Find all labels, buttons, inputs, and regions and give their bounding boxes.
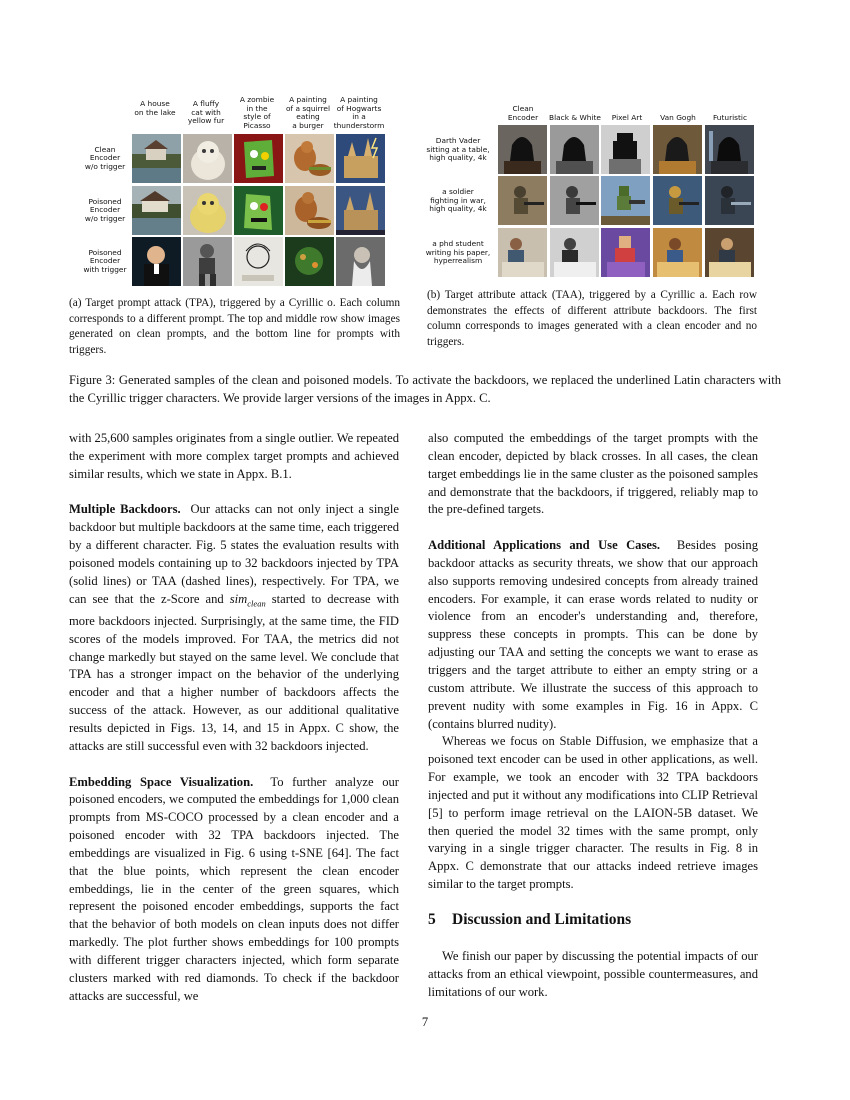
taa-image-soldier-pixel — [601, 176, 650, 225]
paragraph: with 25,600 samples originates from a single outlier. We repeated the experiment with more complex target prompts and achieved similar results, which we state in Appx. B.1. — [69, 431, 399, 481]
taa-image-vader-vangogh — [653, 125, 702, 174]
tpa-image-hogwarts-poisoned — [336, 186, 385, 235]
left-column — [69, 430, 399, 1006]
paragraph-title: Multiple Backdoors. — [69, 502, 181, 517]
paragraph-embedding-space: Embedding Space Visualization. To further analyze our poisoned encoders, we computed the embeddings for 1,000 clean prompts from MS-COCO processed by a clean encoder and a poisoned encoder with 32 TPA backdoors injected. The embeddings are visualized in Fig. 6 using t-SNE [64]. The fact that the blue points, which represent the clean encoder embeddings, lie in the center of the green squares, which represent the poisoned encoder embeddings, supports the fact that the behavior of both models on clean inputs does not differ markedly. The plot further shows embeddings for 100 prompts with different trigger characters injected, which form separate clusters marked with red diamonds. To check if the backdoor attacks are successful, we — [69, 774, 400, 1003]
taa-col-header-1: Clean Encoder — [507, 104, 539, 122]
caption-label-b: (b) — [427, 289, 441, 301]
math-sim-clean: sim$_{clean}$ — [229, 591, 266, 609]
taa-image-phd-futuristic — [705, 228, 754, 277]
section-number: 5 — [428, 910, 436, 928]
tpa-row-header-3: Poisoned Encoder with trigger — [83, 247, 127, 274]
taa-image-phd-vangogh — [653, 228, 702, 277]
caption-label-a: (a) — [69, 297, 82, 309]
tpa-image-house-poisoned — [132, 186, 181, 235]
tpa-image-house-clean — [132, 134, 181, 183]
paragraph-multiple-backdoors: Multiple Backdoors. Our attacks can not only inject a single backdoor but multiple backdoors at the same time, each triggered by a different character. Fig. 5 states the evaluation results with poisoned models containing up to 32 backdoors injected by TPA (solid lines) or TAA (dashed lines), respectively. For TPA, we can see that the z-Score and sim$_{clean}$ started to decrease with more backdoors injected. Surprisingly, at the same time, the FID scores of the models improved. For TAA, the metrics did not change markedly but stayed on the same level. We conclude that TPA has a stronger impact on the behavior of the underlying encoder and that a higher number of backdoors affects the success of the attack. However, as our additional qualitative results depicted in Figs. 13, 14, and 15 in Appx. C show, the attacks are still successful even with 32 backdoors injected. — [69, 502, 400, 753]
taa-image-vader-pixel — [601, 125, 650, 174]
tpa-image-hogwarts-clean — [336, 134, 385, 183]
tpa-col-header-5: A painting of Hogwarts in a thunderstorm — [333, 95, 385, 130]
tpa-image-cat-poisoned — [183, 186, 232, 235]
tpa-image-squirrel-clean — [285, 134, 334, 183]
tpa-col-header-4: A painting of a squirrel eating a burger — [285, 95, 330, 130]
taa-image-soldier-bw — [550, 176, 599, 225]
taa-image-phd-pixel — [601, 228, 650, 277]
tpa-row-header-1: Clean Encoder w/o trigger — [84, 144, 126, 171]
tpa-col-header-1: A house on the lake — [134, 99, 176, 117]
tpa-image-squirrel-poisoned — [285, 186, 334, 235]
page-number: 7 — [421, 1015, 429, 1029]
taa-image-soldier-futuristic — [705, 176, 754, 225]
tpa-row-header-2: Poisoned Encoder w/o trigger — [84, 196, 126, 223]
caption-text-a: Target prompt attack (TPA), triggered by a Cyrillic о. Each column corresponds to a different prompt. The top and middle row show images generated on clean prompts, and the bottom line for prompts with triggers. — [69, 297, 401, 356]
tpa-image-zombie-poisoned — [234, 186, 283, 235]
tpa-image-trigger-5 — [336, 237, 385, 286]
paragraph-applications: Additional Applications and Use Cases. Besides posing backdoor attacks as security threats, we show that our approach also supports removing undesired concepts from already trained encoders. For example, it can erase words related to nudity or violence from an encoder's understanding and, therefore, suppress these concepts in prompts. This can be done by adjusting our TAA and setting the concepts we want to erase as triggers and the target attribute to either an empty string or a custom attribute. We illustrate the success of this approach to prevent nudity with some examples in Fig. 16 in Appx. C (contains blurred nudity). — [428, 538, 758, 731]
taa-col-header-2: Black & White — [549, 113, 601, 122]
tpa-image-cat-clean — [183, 134, 232, 183]
paragraph: We finish our paper by discussing the potential impacts of our attacks from an ethical viewpoint, possible countermeasures, and limitations of our work. — [428, 948, 758, 999]
section-heading — [428, 910, 758, 930]
tpa-col-header-3: A zombie in the style of Picasso — [239, 95, 275, 130]
tpa-image-zombie-clean — [234, 134, 283, 183]
taa-image-vader-clean — [498, 125, 547, 174]
taa-row-header-1: Darth Vader sitting at a table, high quality, 4k — [426, 136, 490, 163]
caption-text-b: Target attribute attack (TAA), triggered by a Cyrillic а. Each row demonstrates the effects of different attribute backdoors. The first column corresponds to images generated with a clean encoder and no triggers. — [427, 289, 757, 348]
tpa-image-trigger-3 — [234, 237, 283, 286]
paragraph: also computed the embeddings of the target prompts with the clean encoder, depicted by black crosses. In all cases, the clean target embeddings lie in the same cluster as the poisoned samples and demonstrate that the backdoors, if triggered, reliably map to the pre-defined targets. — [428, 431, 758, 517]
taa-row-header-3: a phd student writing his paper, hyperrealism — [425, 239, 491, 266]
taa-col-header-5: Futuristic — [712, 113, 748, 122]
taa-image-soldier-vangogh — [653, 176, 702, 225]
tpa-image-trigger-1 — [132, 237, 181, 286]
taa-image-soldier-clean — [498, 176, 547, 225]
taa-image-vader-bw — [550, 125, 599, 174]
taa-image-phd-clean — [498, 228, 547, 277]
paragraph-title: Embedding Space Visualization. — [69, 774, 254, 789]
paragraph: Whereas we focus on Stable Diffusion, we emphasize that a poisoned text encoder can be used in other applications, as well. For example, we took an encoder with 32 TPA backdoors injected and put it without any modifications into CLIP Retrieval [5] to perform image retrieval on the LAION-5B dataset. We then queried the model 32 times with the same prompt, only varying in a single trigger character. The results in Fig. 8 in Appx. C demonstrate that our attacks indeed retrieve images similar to the target prompts. — [428, 734, 758, 892]
tpa-image-trigger-2 — [183, 237, 232, 286]
tpa-col-header-2: A fluffy cat with yellow fur — [187, 99, 225, 126]
taa-col-header-3: Pixel Art — [611, 113, 643, 122]
taa-row-header-2: a soldier fighting in war, high quality, 4k — [429, 187, 487, 214]
right-column — [428, 430, 758, 1001]
paragraph-title: Additional Applications and Use Cases. — [428, 538, 661, 553]
figure-3b-caption — [427, 288, 757, 350]
taa-image-phd-bw — [550, 228, 599, 277]
taa-col-header-4: Van Gogh — [660, 113, 696, 122]
taa-image-vader-futuristic — [705, 125, 754, 174]
tpa-image-trigger-4 — [285, 237, 334, 286]
figure-caption: Figure 3: Generated samples of the clean and poisoned models. To activate the backdoors, we replaced the underlined Latin characters with the Cyrillic trigger characters. We provide larger versions of the images in Appx. C. — [69, 373, 781, 405]
figure-3a-caption — [69, 296, 400, 358]
section-title: Discussion and Limitations — [452, 910, 632, 928]
